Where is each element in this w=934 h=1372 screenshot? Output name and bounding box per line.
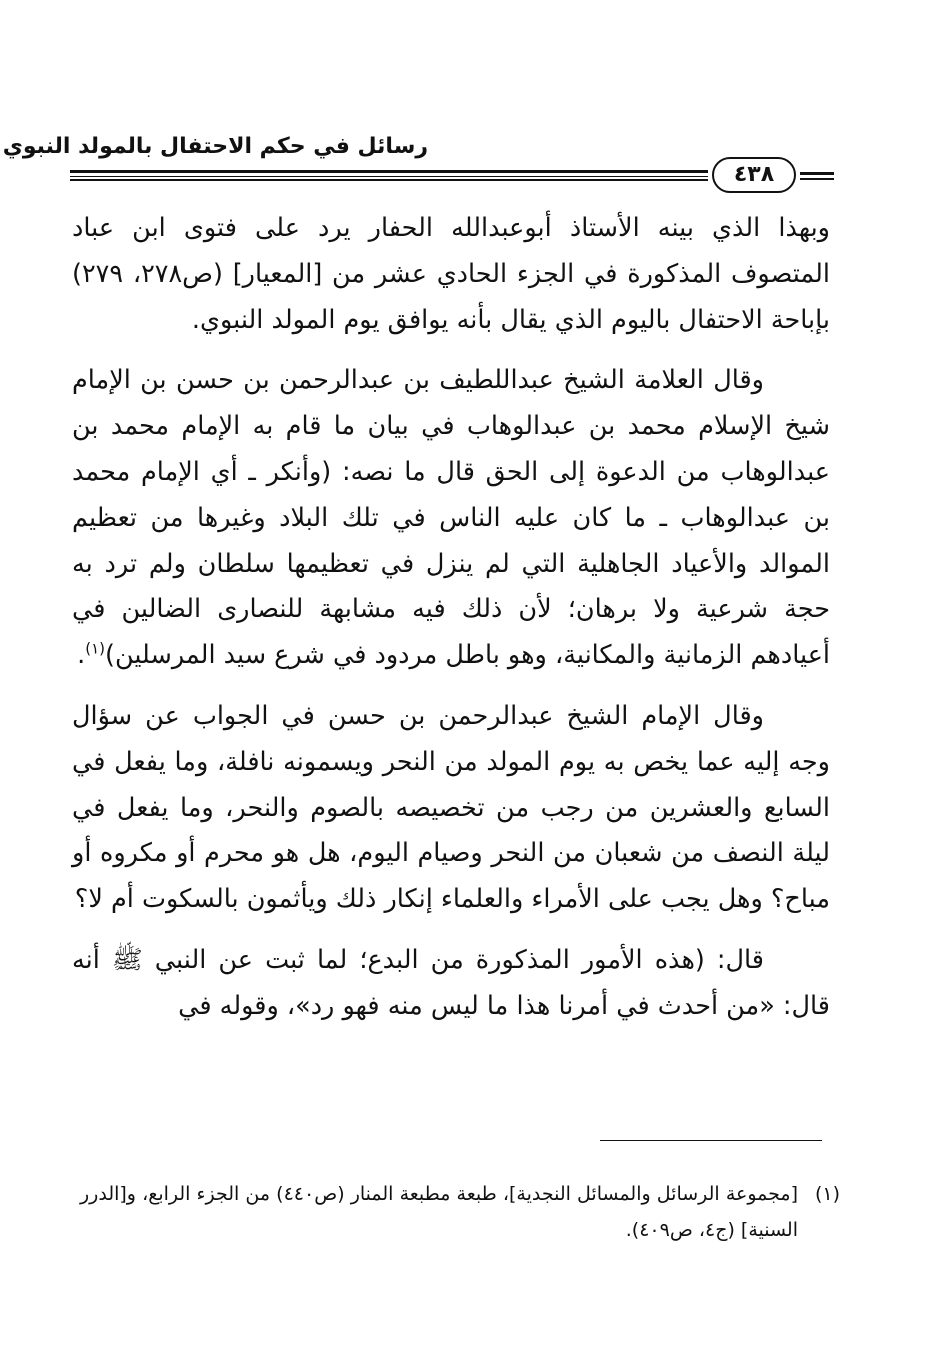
paragraph-2	[72, 358, 830, 679]
body-text	[72, 206, 830, 1045]
page-number: ٤٣٨	[712, 157, 796, 193]
footnote-divider	[600, 1140, 822, 1141]
header-rule	[70, 170, 708, 181]
footnote-reference: (١)	[85, 639, 105, 658]
footnote	[80, 1176, 840, 1248]
paragraph-3: وقال الإمام الشيخ عبدالرحمن بن حسن في الجواب عن سؤال وجه إليه عما يخص به يوم المولد من النحر ويسمونه نافلة، وما يفعل في السابع والعشرين من رجب من تخصيصه بالصوم والنحر، وما يفعل في ليلة النصف من شعبان من النحر وصيام اليوم، هل هو محرم أو مكروه أو مباح؟ وهل يجب على الأمراء والعلماء إنكار ذلك ويأثمون بالسكوت أم لا؟	[72, 700, 830, 915]
paragraph-4: قال: (هذه الأمور المذكورة من البدع؛ لما ثبت عن النبي ﷺ أنه قال: «من أحدث في أمرنا هذا ما ليس منه فهو رد»، وقوله في	[72, 944, 830, 1021]
paragraph-2-text: وقال العلامة الشيخ عبداللطيف بن عبدالرحمن بن حسن بن الإمام شيخ الإسلام محمد بن عبدالوهاب في بيان ما قام به الإمام محمد بن عبدالوهاب من الدعوة إلى الحق قال ما نصه: (وأنكر ـ أي الإمام محمد بن عبدالوهاب ـ ما كان عليه الناس في تلك البلاد وغيرها من تعظيم الموالد والأعياد الجاهلية التي لم ينزل في تعظيمها سلطان ولم ترد به حجة شرعية ولا برهان؛ لأن ذلك فيه مشابهة للنصارى الضالين في أعيادهم الزمانية والمكانية، وهو باطل مردود في شرع سيد المرسلين)	[72, 365, 830, 671]
header-rule-short	[800, 172, 834, 180]
footnote-text: [مجموعة الرسائل والمسائل النجدية]، طبعة مطبعة المنار (ص٤٤٠) من الجزء الرابع، و[الدرر السنية] (ج٤، ص٤٠٩).	[80, 1183, 798, 1241]
running-title: رسائل في حكم الاحتفال بالمولد النبوي	[2, 134, 428, 159]
paragraph-1: وبهذا الذي بينه الأستاذ أبوعبدالله الحفار يرد على فتوى ابن عباد المتصوف المذكورة في الجزء الحادي عشر من [المعيار] (ص٢٧٨، ٢٧٩) بإباحة الاحتفال باليوم الذي يقال بأنه يوافق يوم المولد النبوي.	[72, 213, 831, 335]
footnote-marker: (١)	[814, 1183, 840, 1205]
paragraph-2-end: .	[77, 640, 86, 671]
